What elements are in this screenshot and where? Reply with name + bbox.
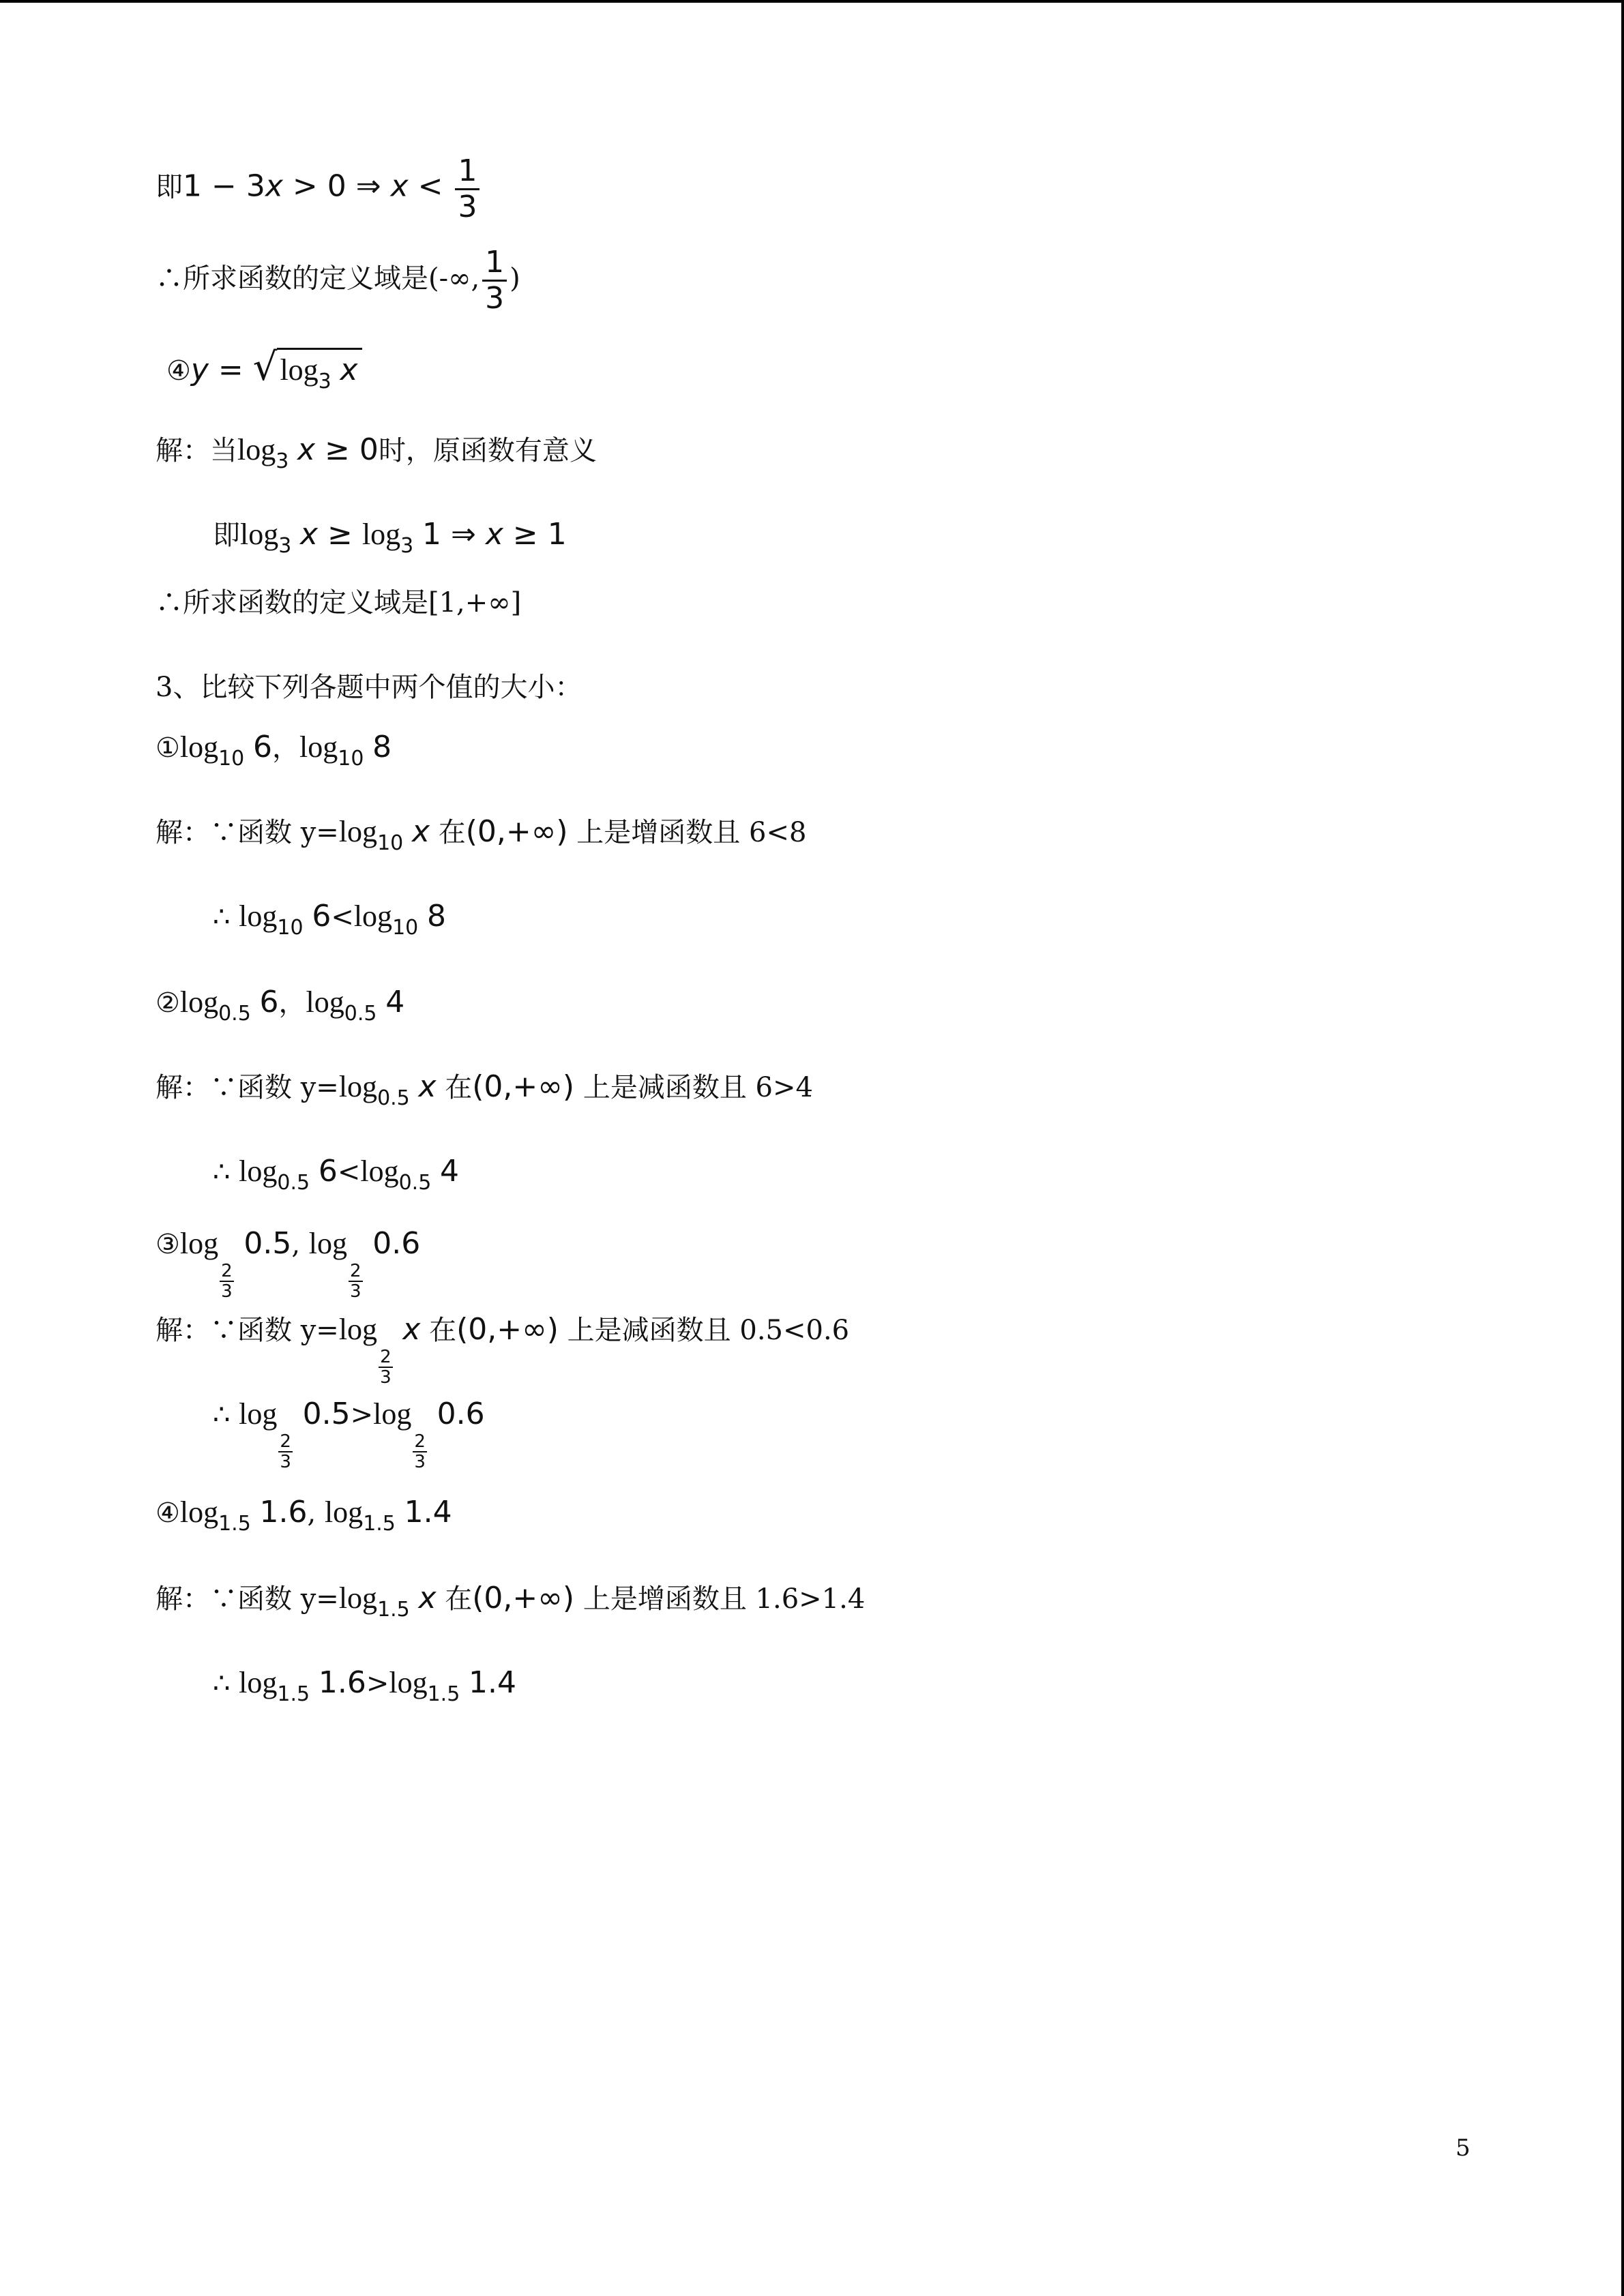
fraction: $\frac{1}{3}$ [482, 245, 507, 316]
text: 时，原函数有意义 [378, 435, 597, 466]
variable: x [390, 168, 409, 204]
solution-3: 解：∵函数 y=log $\frac{2}{3}$ x 在(0,+∞) 上是减函数且 0.5<0.6 [156, 1312, 850, 1388]
conclusion-1: ∴ $\log_{10} 6<\log_{10}$ 8 [213, 899, 446, 940]
text: 即 [156, 171, 183, 203]
text: 解：∵函数 y= [156, 1072, 339, 1103]
conclusion-2: ∴ $\log_{0.5} 6<\log_{0.5}$ 4 [213, 1154, 460, 1195]
item-label: ④ [156, 1497, 180, 1529]
fraction-base: $\frac{2}{3}$ [280, 1431, 291, 1472]
problem-3: ③log $\frac{2}{3}$ 0.5, log $\frac{2}{3}$ 0.6 [156, 1226, 421, 1302]
problem-4b: $④\log_{1.5}$ 1.6, $\log_{1.5} 1.4$ [156, 1495, 452, 1536]
fraction-base: $\frac{2}{3}$ [414, 1431, 426, 1472]
text: 解：∵函数 y= [156, 1315, 339, 1346]
math: 1 − 3 [183, 168, 265, 204]
fraction-base: $\frac{2}{3}$ [380, 1347, 392, 1388]
solution-step: 即$\log_3 x \ge \log_3 1$ ⇒ x ≥ 1 [213, 517, 567, 558]
variable: y [190, 353, 209, 387]
math: > 0 ⇒ [282, 168, 391, 204]
item-label: ① [156, 732, 180, 764]
domain-result [156, 245, 520, 316]
sqrt-icon: √ [252, 345, 278, 389]
text: ∴所求函数的定义域是(-∞, [156, 263, 480, 295]
text: ∴所求函数的定义域是[1,+∞] [156, 587, 522, 618]
math: < [408, 168, 453, 204]
section-heading [156, 668, 582, 706]
text: 3、比较下列各题中两个值的大小： [156, 672, 582, 703]
item-label: ④ [166, 355, 191, 387]
text: 解：∵函数 y= [156, 817, 339, 848]
problem-2: $②\log_{0.5}$ 6，$\log_{0.5} 4$ [156, 985, 405, 1026]
top-border [0, 0, 1624, 3]
solution-2: 解：∵函数 $y=\log_{0.5}$ x 在(0,+∞) 上是减函数且 6>4 [156, 1069, 813, 1110]
fraction-base: $\frac{2}{3}$ [350, 1261, 361, 1302]
conclusion-4: ∴ $\log_{1.5} 1.6>\log_{1.5}$ 1.4 [213, 1665, 516, 1706]
math: = [208, 353, 253, 387]
radicand: $\log_3 x$ [277, 348, 361, 401]
variable: x [265, 168, 283, 204]
step-inequality [156, 154, 482, 224]
fraction: $\frac{1}{3}$ [455, 154, 479, 224]
conclusion-3: ∴ log $\frac{2}{3}$ 0.5>log $\frac{2}{3}$ 0.6 [213, 1397, 485, 1472]
item-label: ② [156, 987, 180, 1019]
domain-result [156, 584, 521, 622]
text: 解：当 [156, 435, 237, 466]
item-label: ③ [156, 1229, 180, 1260]
problem-1: $①\log_{10}$ 6，$\log_{10} 8$ [156, 730, 392, 771]
solution-condition: 解：当$\log_3 x \ge 0$时，原函数有意义 [156, 432, 597, 473]
text: ) [510, 263, 520, 295]
solution-4: 解：∵函数 $y=\log_{1.5}$ x 在(0,+∞) 上是增函数且 1.6>1.4 [156, 1581, 866, 1622]
text: 解：∵函数 y= [156, 1583, 339, 1615]
right-border [1621, 0, 1624, 2296]
solution-1: 解：∵函数 $y=\log_{10}$ x 在(0,+∞) 上是增函数且 6<8 [156, 814, 807, 855]
problem-4 [166, 345, 362, 401]
fraction-base: $\frac{2}{3}$ [221, 1261, 233, 1302]
page-number: 5 [1456, 2134, 1471, 2162]
text: 即 [213, 520, 240, 551]
